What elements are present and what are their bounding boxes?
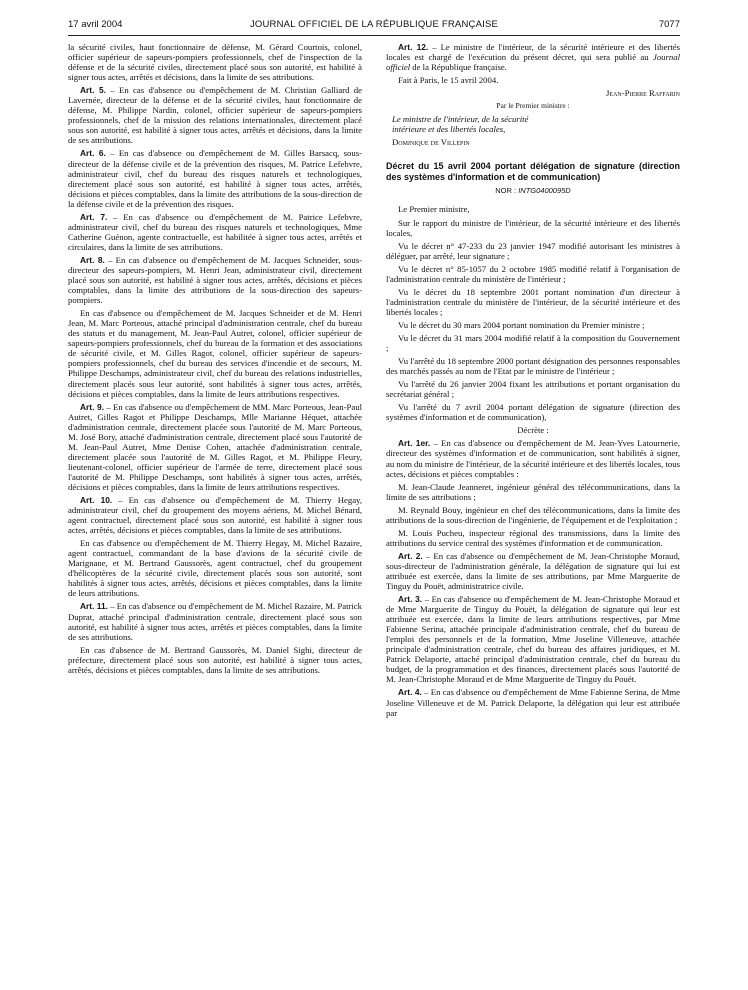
visa: Vu l'arrêté du 7 avril 2004 portant délégation de signature (direction des systèmes d'information et de communication), — [386, 402, 680, 423]
article-4 — [386, 687, 680, 717]
article-text: – En cas d'absence ou d'empêchement de M. Jean-Yves Latournerie, directeur des systèmes d'information et de communication, sont habilités à signer, au nom du ministre de l'intérieur, de la sécurité intérieure et des libertés locales, tous actes, décisions et pièces comptables : — [386, 438, 680, 479]
header-page-number: 7077 — [658, 19, 680, 30]
article-label: Art. 2. — [398, 550, 423, 561]
header-journal-title: JOURNAL OFFICIEL DE LA RÉPUBLIQUE FRANÇAISE — [249, 19, 499, 30]
article-10 — [68, 495, 362, 535]
signer-name: Jean-Pierre Raffarin — [606, 88, 680, 99]
article-text: – En cas d'absence ou d'empêchement de Mme Fabienne Serina, de Mme Joseline Villeneuve et de M. Patrick Delaporte, la délégation qui leur est attribuée par — [386, 687, 680, 718]
visa: Vu le décret n° 47-233 du 23 janvier 1947 modifié autorisant les ministres à déléguer, par arrêté, leur signature ; — [386, 240, 680, 261]
article-6 — [68, 148, 362, 208]
article-5 — [68, 85, 362, 145]
article-text: – En cas d'absence ou d'empêchement de M. Michel Razaire, M. Patrick Duprat, attaché principal d'administration centrale, directement placé sous son autorité, est habilité à signer tous actes, arrêtés et pièces comptables, dans la limite de ses attributions. — [68, 601, 362, 642]
journal-reference: Journal officiel — [386, 52, 680, 73]
article-text: – En cas d'absence ou d'empêchement de M. Jacques Schneider, sous-directeur des sapeurs-pompiers, M. Henri Jean, administrateur civil, directement placé sous son autorité, est habilité à signer tous actes, arrêtés, décisions et pièces comptables, dans la limite des attributions de la sous-direction des sapeurs-pompiers. — [68, 254, 362, 306]
signature-by: Par le Premier ministre : — [496, 101, 570, 111]
article-label: Art. 3. — [398, 594, 423, 605]
minister-name: Dominique de Villepin — [392, 137, 470, 148]
article-text: – En cas d'absence ou d'empêchement de M. Christian Galliard de Lavernée, directeur de la défense et de la sécurité civiles, haut fonctionnaire de défense, M. Philippe Nardin, colonel, officier supérieur de sapeurs-pompiers professionnels, chef de la mission des relations internationales, directement placé sous son autorité, est habilité à signer tous actes, arrêtés et décisions, dans la limite de ses attributions. — [68, 85, 362, 146]
paragraph: En cas d'absence ou d'empêchement de M. Jacques Schneider et de M. Henri Jean, M. Marc Porteous, attaché principal d'administration centrale, chef du bureau des statuts et du management, M. Jean-Paul Autret, colonel, officier supérieur de sapeurs-pompiers professionnels, chef du bureau de la formation et des associations de sécurité civile, et M. Gilles Ragot, colonel, officier supérieur de sapeurs-pompiers professionnels, chef du bureau des services d'incendie et de secours, M. Philippe Deschamps, administrateur civil, chef du bureau des relations industrielles, directement placés sous leur autorité, sont habilités à signer tous actes, arrêtés, décisions et pièces comptables, dans la limite de leurs attributions respectives. — [68, 308, 362, 399]
visa: Vu l'arrêté du 26 janvier 2004 fixant les attributions et portant organisation du secrétariat général ; — [386, 379, 680, 400]
nor-label: NOR : — [495, 186, 519, 196]
article-text: – En cas d'absence ou d'empêchement de M. Thierry Hegay, administrateur civil, chef du groupement des moyens aériens, M. Michel Bénard, agent contractuel, directement placé sous son autorité, est habilité à signer tous actes, arrêtés, décisions et pièces comptables, dans la limite de ses attributions. — [68, 495, 362, 536]
header-date: 17 avril 2004 — [68, 19, 123, 30]
visa: Vu le décret n° 85-1057 du 2 octobre 1985 modifié relatif à l'organisation de l'administration centrale du ministère de l'intérieur ; — [386, 263, 680, 284]
visa: Vu le décret du 18 septembre 2001 portant nomination d'un directeur à l'administration centrale du ministère de l'intérieur, de la sécurité intérieure et des libertés locales ; — [386, 286, 680, 317]
signature-place-date: Fait à Paris, le 15 avril 2004. — [398, 75, 499, 86]
article-label: Art. 10. — [80, 495, 113, 506]
visa: Vu le décret du 31 mars 2004 modifié relatif à la composition du Gouvernement ; — [386, 332, 680, 354]
visa: Vu l'arrêté du 18 septembre 2000 portant désignation des personnes responsables des marchés passés au nom de l'Etat par le ministre de l'intérieur ; — [386, 356, 680, 377]
paragraph: M. Jean-Claude Jeanneret, ingénieur général des télécommunications, dans la limite de ses attributions ; — [386, 481, 680, 502]
nor-code: INTG0400095D — [518, 186, 571, 196]
article-2 — [386, 551, 680, 591]
article-3 — [386, 594, 680, 684]
article-label: Art. 12. — [398, 42, 429, 52]
article-8 — [68, 255, 362, 305]
article-label: Art. 9. — [80, 401, 104, 412]
article-label: Art. 4. — [398, 687, 422, 698]
minister-title: Le ministre de l'intérieur, de la sécurité intérieure et des libertés locales, — [392, 114, 529, 135]
article-label: Art. 1er. — [398, 438, 431, 449]
article-label: Art. 5. — [80, 85, 106, 96]
nor-reference — [386, 186, 680, 196]
right-column — [386, 42, 680, 721]
article-11 — [68, 601, 362, 641]
article-text: – En cas d'absence ou d'empêchement de M. Jean-Christophe Moraud et de Mme Marguerite de Tinguy du Pouët, la délégation de signature qui leur est attribuée est exercée, dans la limite de leurs attributions respectives, par Mme Fabienne Serina, attachée principale d'administration centrale, chef du bureau de l'emploi des personnels et de la formation, Mme Joseline Villeneuve, attachée principale d'administration centrale, chef du bureau des affaires juridiques, et M. Patrick Delaporte, attaché principal d'administration centrale, chef du bureau du budget, de la programmation et des finances, directement placés sous l'autorité de M. Jean-Christophe Moraud et de Mme Marguerite de Tinguy du Pouët. — [386, 594, 680, 685]
paragraph: Le Premier ministre, — [398, 204, 470, 215]
article-text: – Le ministre de l'intérieur, de la sécurité intérieure et des libertés locales est chargé de l'exécution du présent décret, qui sera publié au — [386, 42, 680, 63]
page-header — [68, 19, 680, 33]
decrete-heading: Décrète : — [517, 425, 549, 436]
paragraph: la sécurité civiles, haut fonctionnaire de défense, M. Gérard Courtois, colonel, officier supérieur de sapeurs-pompiers professionnels, chef de l'inspection de la défense et de la sécurité civiles, directement placé sous son autorité, est habilité à signer tous actes, arrêtés et décisions, dans la limite de ses attributions. — [68, 42, 362, 83]
article-9 — [68, 402, 362, 492]
header-rule — [68, 35, 680, 36]
paragraph: En cas d'absence de M. Bertrand Gaussorès, M. Daniel Sighi, directeur de préfecture, directement placé sous son autorité, est habilité à signer tous actes, arrêtés, décisions et pièces comptables, dans la limite de ses attributions. — [68, 644, 362, 675]
article-text: – En cas d'absence ou d'empêchement de M. Jean-Christophe Moraud, sous-directeur de l'administration générale, la délégation de signature qui lui est attribuée est exercée, dans la limite de ses attributions, par Mme Marguerite de Tinguy du Pouët, administratrice civile. — [386, 550, 680, 592]
paragraph: Sur le rapport du ministre de l'intérieur, de la sécurité intérieure et des libertés locales, — [386, 217, 680, 238]
decree-title: Décret du 15 avril 2004 portant délégation de signature (direction des systèmes d'information et de communication) — [386, 161, 680, 182]
article-text-end: de la République française. — [410, 62, 507, 73]
article-12 — [386, 42, 680, 72]
article-label: Art. 8. — [80, 254, 105, 265]
left-column — [68, 42, 362, 678]
paragraph: En cas d'absence ou d'empêchement de M. Thierry Hegay, M. Michel Razaire, agent contractuel, commandant de la base d'avions de la sécurité civile de Marignane, et M. Bertrand Gaussorès, agent contractuel, chef du groupement d'hélicoptères de la sécurité civile, directement placés sous son autorité, sont habilités à signer tous actes, arrêtés, décisions et pièces comptables, dans la limite de leurs attributions. — [68, 538, 362, 599]
paragraph: M. Reynald Bouy, ingénieur en chef des télécommunications, dans la limite des attributions de la sous-direction de l'ingénierie, de l'équipement et de l'exploitation ; — [386, 504, 680, 525]
paragraph: M. Louis Pucheu, inspecteur régional des transmissions, dans la limite des attributions du service central des systèmes d'information et de communication. — [386, 527, 680, 548]
article-text: – En cas d'absence ou d'empêchement de M. Patrice Lefebvre, administrateur civil, chef du bureau des risques naturels et technologiques, Mme Catherine Guénon, agente contractuelle, est habilitée à signer tous actes, arrêtés et circulaires, dans la limite de ses attributions. — [68, 211, 362, 252]
article-7 — [68, 212, 362, 252]
article-text: – En cas d'absence ou d'empêchement de M. Gilles Barsacq, sous-directeur de la défense civile et de la prévention des risques, M. Patrice Lefebvre, administrateur civil, chef du bureau des risques naturels et technologiques, directement placé sous son autorité, est habilité à signer tous actes, arrêtés, décisions et pièces comptables, dans la limite des attributions de la sous-direction de la défense civile et de la prévention des risques. — [68, 148, 362, 209]
visa: Vu le décret du 30 mars 2004 portant nomination du Premier ministre ; — [398, 319, 645, 330]
article-1 — [386, 438, 680, 478]
article-text: – En cas d'absence ou d'empêchement de MM. Marc Porteous, Jean-Paul Autret, Gilles Ragot et Philippe Deschamps, Mlle Marianne Héquet, attachée d'administration centrale, directement placée sous l'autorité de M. Marc Porteous, M. José Bory, attaché d'administration centrale, directement placé sous l'autorité de M. Jean-Paul Autret, Mme Denise Cohen, attachée d'administration centrale, directement placée sous l'autorité de M. Gilles Ragot, et M. Philippe Fleury, lieutenant-colonel, officier supérieur de l'armée de terre, directement placé sous l'autorité de M. Philippe Deschamps, sont habilités à signer tous actes, arrêtés, décisions et pièces comptables, dans la limite de leurs attributions respectives. — [68, 401, 362, 492]
article-label: Art. 11. — [80, 601, 108, 612]
article-label: Art. 6. — [80, 148, 106, 159]
article-label: Art. 7. — [80, 211, 108, 222]
